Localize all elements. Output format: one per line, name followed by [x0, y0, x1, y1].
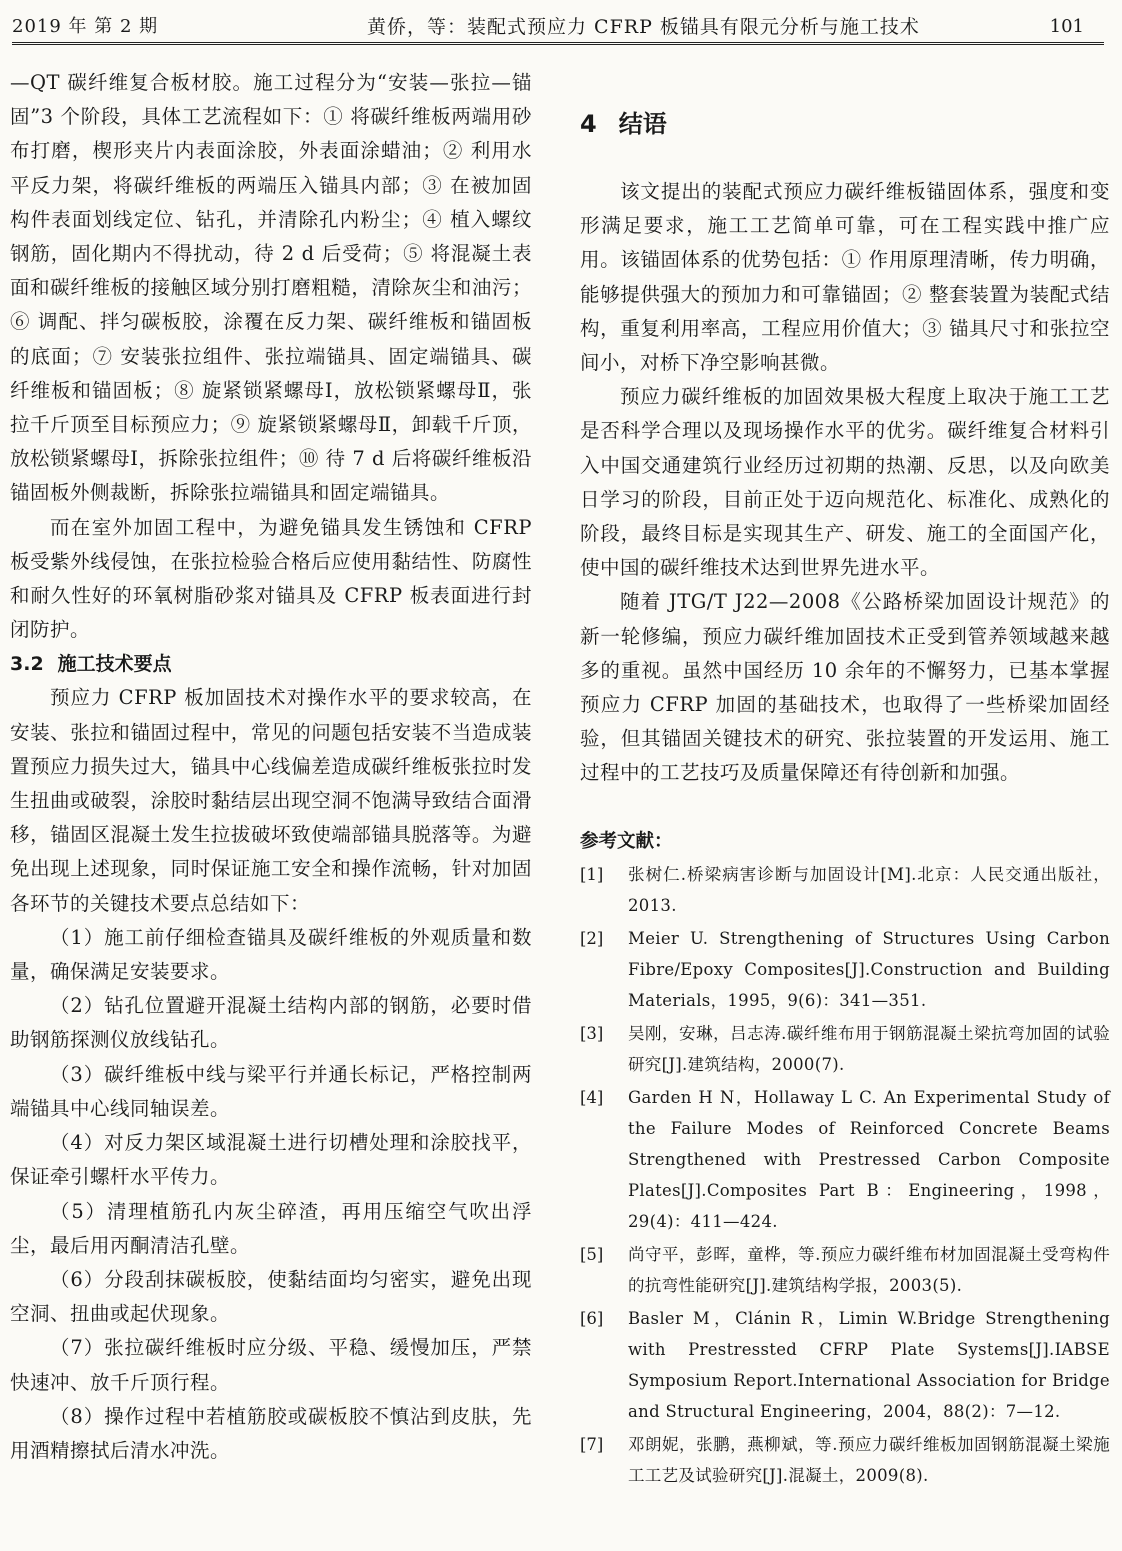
reference-item	[580, 1082, 1110, 1237]
section-heading-4	[580, 104, 1110, 139]
section-number: 4	[580, 110, 597, 138]
journal-issue: 2019 年 第 2 期	[12, 16, 159, 37]
page-number: 101	[1049, 16, 1084, 37]
reference-number: [2]	[580, 928, 604, 948]
section-number: 3.2	[10, 653, 44, 676]
list-item: （8）操作过程中若植筋胶或碳板胶不慎沾到皮肤，先用酒精擦拭后清水冲洗。	[10, 1404, 532, 1462]
reference-item	[580, 1239, 1110, 1301]
conclusion-paragraph: 随着 JTG/T J22—2008《公路桥梁加固设计规范》的新一轮修编，预应力碳纤维加固技术正受到管养领域越来越多的重视。虽然中国经历 10 余年的不懈努力，已基本掌握预应力 CFRP 加固的基础技术，也取得了一些桥梁加固经验，但其锚固关键技术的研究、张拉装置的开发运用、施工过程中的工艺技巧及质量保障还有待创新和加强。	[580, 590, 1110, 785]
reference-text: Garden H N，Hollaway L C. An Experimental Study of the Failure Modes of Reinforced Concrete Beams Strengthened with Prestressed Carbon Composite Plates[J].Composites Part B：Engineering，1998，29(4)：411—424.	[628, 1087, 1110, 1231]
running-header	[12, 6, 1104, 45]
reference-item	[580, 1303, 1110, 1427]
reference-number: [5]	[580, 1244, 604, 1264]
right-column	[580, 66, 1110, 1491]
reference-text: Meier U. Strengthening of Structures Using Carbon Fibre/Epoxy Composites[J].Construction and Building Materials，1995，9(6)：341—351.	[628, 928, 1110, 1010]
list-item: （3）碳纤维板中线与梁平行并通长标记，严格控制两端锚具中心线同轴误差。	[10, 1062, 532, 1120]
reference-item	[580, 1018, 1110, 1080]
reference-text: 尚守平，彭晖，童桦，等.预应力碳纤维布材加固混凝土受弯构件的抗弯性能研究[J].建筑结构学报，2003(5).	[628, 1244, 1110, 1295]
reference-number: [6]	[580, 1308, 604, 1328]
reference-text: 邓朗妮，张鹏，燕柳斌，等.预应力碳纤维板加固钢筋混凝土梁施工工艺及试验研究[J].混凝土，2009(8).	[628, 1434, 1110, 1485]
section-heading-3-2	[10, 647, 532, 681]
reference-item	[580, 859, 1110, 921]
list-item: （7）张拉碳纤维板时应分级、平稳、缓慢加压，严禁快速冲、放千斤顶行程。	[10, 1336, 532, 1394]
conclusion-paragraph: 该文提出的装配式预应力碳纤维板锚固体系，强度和变形满足要求，施工工艺简单可靠，可在工程实践中推广应用。该锚固体系的优势包括：① 作用原理清晰，传力明确，能够提供强大的预加力和可靠锚固；② 整套装置为装配式结构，重复利用率高，工程应用价值大；③ 锚具尺寸和张拉空间小，对桥下净空影响甚微。	[580, 180, 1110, 375]
list-item: （2）钻孔位置避开混凝土结构内部的钢筋，必要时借助钢筋探测仪放线钻孔。	[10, 994, 532, 1052]
section-title: 结语	[618, 110, 667, 138]
list-item: （6）分段刮抹碳板胶，使黏结面均匀密实，避免出现空洞、扭曲或起伏现象。	[10, 1267, 532, 1326]
reference-number: [3]	[580, 1023, 604, 1043]
reference-number: [7]	[580, 1434, 604, 1454]
reference-number: [4]	[580, 1087, 604, 1107]
conclusion-paragraph: 预应力碳纤维板的加固效果极大程度上取决于施工工艺是否科学合理以及现场操作水平的优劣。碳纤维复合材料引入中国交通建筑行业经历过初期的热潮、反思，以及向欧美日学习的阶段，目前正处于迈向规范化、标准化、成熟化的阶段，最终目标是实现其生产、研发、施工的全面国产化，使中国的碳纤维技术达到世界先进水平。	[580, 385, 1110, 580]
process-paragraph: —QT 碳纤维复合板材胶。施工过程分为“安装—张拉—锚固”3 个阶段，具体工艺流程如下：① 将碳纤维板两端用砂布打磨，楔形夹片内表面涂胶，外表面涂蜡油；② 利用水平反力架，将碳纤维板的两端压入锚具内部；③ 在被加固构件表面划线定位、钻孔，并清除孔内粉尘；④ 植入螺纹钢筋，固化期内不得扰动，待 2 d 后受荷；⑤ 将混凝土表面和碳纤维板的接触区域分别打磨粗糙，清除灰尘和油污；⑥ 调配、拌匀碳板胶，涂覆在反力架、碳纤维板和锚固板的底面；⑦ 安装张拉组件、张拉端锚具、固定端锚具、碳纤维板和锚固板；⑧ 旋紧锁紧螺母Ⅰ，放松锁紧螺母Ⅱ，张拉千斤顶至目标预应力；⑨ 旋紧锁紧螺母Ⅱ，卸载千斤顶，放松锁紧螺母Ⅰ，拆除张拉组件；⑩ 待 7 d 后将碳纤维板沿锚固板外侧裁断，拆除张拉端锚具和固定端锚具。	[10, 71, 532, 505]
list-item: （1）施工前仔细检查锚具及碳纤维板的外观质量和数量，确保满足安装要求。	[10, 925, 532, 984]
technique-intro-paragraph: 预应力 CFRP 板加固技术对操作水平的要求较高，在安装、张拉和锚固过程中，常见的问题包括安装不当造成装置预应力损失过大，锚具中心线偏差造成碳纤维板张拉时发生扭曲或破裂，涂胶时黏结层出现空洞不饱满导致结合面滑移，锚固区混凝土发生拉拔破坏致使端部锚具脱落等。为避免出现上述现象，同时保证施工安全和操作流畅，针对加固各环节的关键技术要点总结如下：	[10, 686, 532, 915]
reference-text: 张树仁.桥梁病害诊断与加固设计[M].北京：人民交通出版社，2013.	[628, 864, 1110, 915]
list-item: （4）对反力架区域混凝土进行切槽处理和涂胶找平，保证牵引螺杆水平传力。	[10, 1131, 532, 1189]
reference-item	[580, 1429, 1110, 1491]
reference-item	[580, 923, 1110, 1016]
reference-text: Basler M，Clánin R，Limin W.Bridge Strengthening with Prestressted CFRP Plate Systems[J].IABSE Symposium Report.International Association for Bridge and Structural Engineering，2004，88(2)：7—12.	[628, 1308, 1110, 1421]
list-item: （5）清理植筋孔内灰尘碎渣，再用压缩空气吹出浮尘，最后用丙酮清洁孔壁。	[10, 1199, 532, 1257]
references-heading: 参考文献：	[580, 830, 673, 852]
reference-text: 吴刚，安琳，吕志涛.碳纤维布用于钢筋混凝土梁抗弯加固的试验研究[J].建筑结构，2000(7).	[628, 1023, 1110, 1074]
reference-number: [1]	[580, 864, 604, 884]
running-title: 黄侨，等：装配式预应力 CFRP 板锚具有限元分析与施工技术	[367, 16, 920, 38]
outdoor-protection-paragraph: 而在室外加固工程中，为避免锚具发生锈蚀和 CFRP 板受紫外线侵蚀，在张拉检验合格后应使用黏结性、防腐性和耐久性好的环氧树脂砂浆对锚具及 CFRP 板表面进行封闭防护。	[10, 515, 532, 642]
left-column	[10, 66, 532, 1468]
section-title: 施工技术要点	[57, 653, 172, 676]
